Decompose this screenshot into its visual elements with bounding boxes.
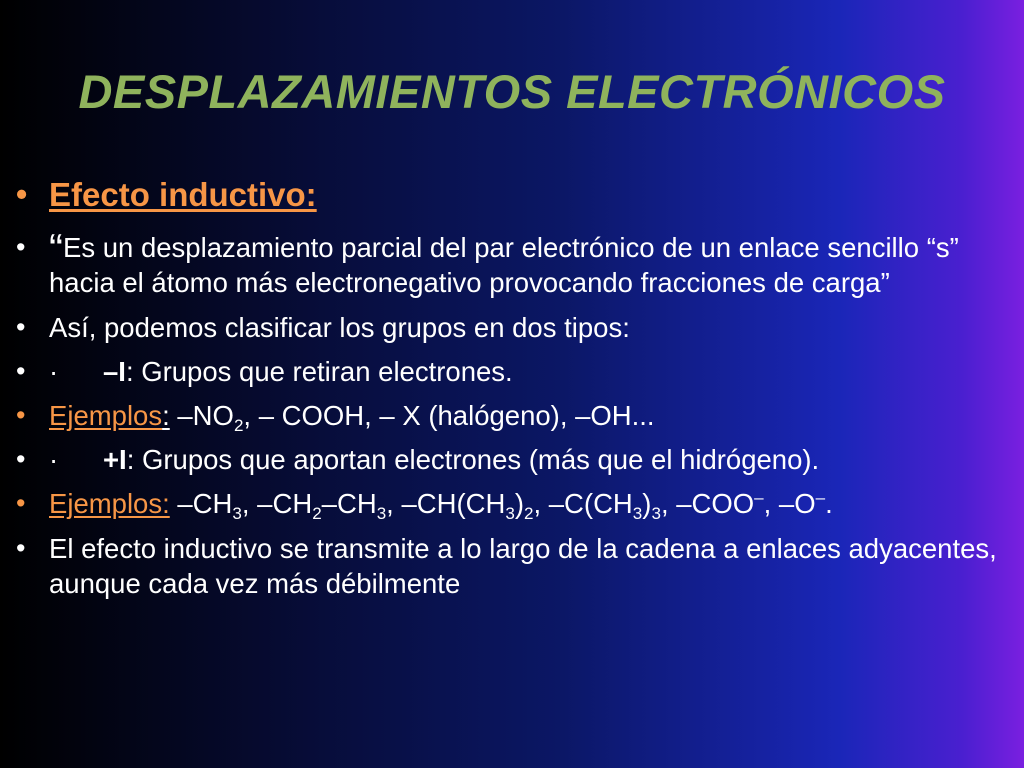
plus-i-label: +I (103, 444, 127, 476)
bullet-icon: • (16, 444, 26, 475)
list-item-heading (16, 174, 1006, 216)
list-item-quote (16, 225, 1006, 300)
list-item-plus-i (16, 442, 1006, 477)
bullet-icon: • (16, 355, 26, 386)
formula-list: $-CH_3$, $-CH_2-CH_3$, $-CH(CH_3)_2$, $-C(CH_3)_3$, –COO–, –O–. (169, 488, 833, 524)
bullet-icon: • (16, 232, 26, 263)
list-item-classify (16, 310, 1006, 345)
bullet-list (16, 174, 1006, 610)
classify-text: Así, podemos clasificar los grupos en dos tipos: (49, 311, 630, 343)
bullet-icon: • (16, 488, 26, 519)
heading-text: Efecto inductivo: (49, 176, 317, 213)
bullet-icon: • (16, 176, 28, 212)
formula-no2: $-NO_2$, – COOH, – X (halógeno), –OH... (169, 399, 655, 435)
list-item-minus-i (16, 354, 1006, 389)
middle-dot: · (49, 355, 59, 387)
bullet-icon: • (16, 311, 26, 342)
open-quote-mark: “ (49, 225, 63, 273)
list-item-examples-plus (16, 486, 1006, 524)
plus-i-text: : Grupos que aportan electrones (más que el hidrógeno). (126, 444, 820, 476)
examples-colon: : (162, 399, 170, 431)
quote-text: Es un desplazamiento parcial del par electrónico de un enlace sencillo “s” hacia el átomo más electronegativo provocando fracciones de carga” (49, 232, 959, 299)
list-item-examples-minus (16, 398, 1006, 433)
minus-i-label: –I (103, 355, 126, 387)
list-item-transmission (16, 531, 1006, 601)
slide-title: DESPLAZAMIENTOS ELECTRÓNICOS (78, 65, 946, 118)
bullet-icon: • (16, 532, 26, 563)
examples-label: Ejemplos: (49, 488, 170, 520)
examples-label: Ejemplos (49, 399, 163, 431)
minus-i-text: : Grupos que retiran electrones. (125, 355, 513, 387)
transmission-text: El efecto inductivo se transmite a lo largo de la cadena a enlaces adyacentes, aunque cada vez más débilmente (49, 532, 997, 599)
middle-dot: · (49, 444, 59, 476)
bullet-icon: • (16, 399, 26, 430)
